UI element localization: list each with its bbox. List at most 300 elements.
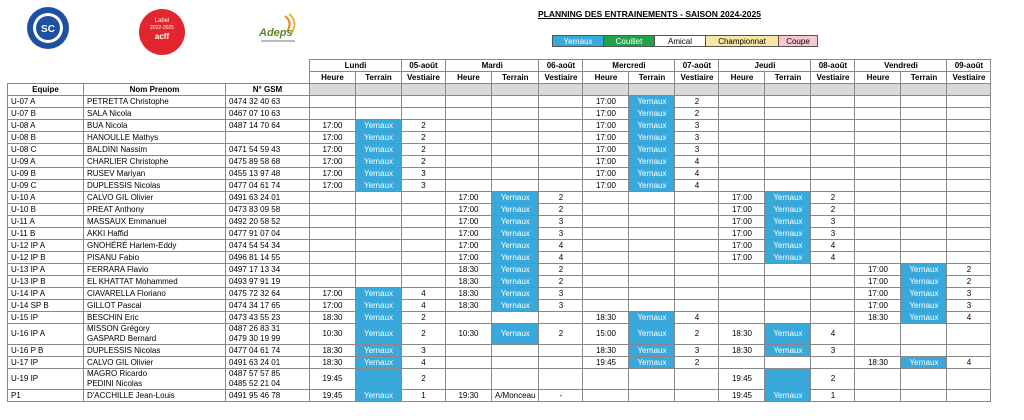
gsm-cell: 0473 83 09 58	[226, 204, 310, 216]
subheader-vestiaire: Vestiaire	[539, 72, 583, 84]
field-cell: Yernaux	[356, 324, 402, 345]
adeps-logo	[255, 12, 305, 52]
empty-cell	[855, 168, 901, 180]
empty-cell	[855, 324, 901, 345]
empty-cell	[855, 216, 901, 228]
empty-cell	[675, 288, 719, 300]
field-cell: Yernaux	[629, 156, 675, 168]
empty-cell	[539, 357, 583, 369]
gsm-cell: 0474 54 54 34	[226, 240, 310, 252]
locker-cell: 4	[402, 300, 446, 312]
empty-cell	[539, 108, 583, 120]
field-cell: Yernaux	[356, 156, 402, 168]
empty-cell	[675, 216, 719, 228]
subheader-terrain: Terrain	[765, 72, 811, 84]
empty-cell	[947, 192, 991, 204]
empty-cell	[719, 132, 765, 144]
time-cell: 17:00	[583, 144, 629, 156]
time-cell: 17:00	[310, 180, 356, 192]
empty-cell	[901, 180, 947, 192]
empty-cell	[675, 228, 719, 240]
time-cell: 18:30	[446, 288, 492, 300]
empty-cell	[310, 240, 356, 252]
subheader-vestiaire: Vestiaire	[947, 72, 991, 84]
empty-cell	[583, 369, 629, 390]
locker-cell: 4	[947, 357, 991, 369]
locker-cell: 4	[675, 156, 719, 168]
empty-cell	[855, 240, 901, 252]
empty-cell	[402, 252, 446, 264]
empty-cell	[310, 108, 356, 120]
field-cell: Yernaux	[356, 144, 402, 156]
empty-cell	[446, 108, 492, 120]
locker-cell: 2	[947, 276, 991, 288]
field-cell: Yernaux	[492, 216, 539, 228]
empty-cell	[629, 276, 675, 288]
team-cell: U-14 SP B	[8, 300, 84, 312]
team-cell: U-09 A	[8, 156, 84, 168]
empty-cell	[629, 240, 675, 252]
empty-cell	[629, 264, 675, 276]
empty-cell	[446, 312, 492, 324]
gsm-cell: 0496 81 14 55	[226, 252, 310, 264]
locker-cell: 3	[947, 288, 991, 300]
field-cell: Yernaux	[901, 312, 947, 324]
svg-text:2022-2025: 2022-2025	[150, 25, 174, 31]
empty-cell	[402, 276, 446, 288]
empty-cell	[901, 240, 947, 252]
gsm-cell: 0455 13 97 48	[226, 168, 310, 180]
time-cell: 17:00	[446, 252, 492, 264]
empty-cell	[446, 369, 492, 390]
gsm-cell: 0492 20 58 52	[226, 216, 310, 228]
time-cell: 17:00	[446, 228, 492, 240]
empty-cell	[901, 168, 947, 180]
field-cell: Yernaux	[492, 192, 539, 204]
empty-cell	[539, 156, 583, 168]
field-cell: Yernaux	[629, 324, 675, 345]
table-cell	[8, 72, 84, 84]
time-cell: 10:30	[446, 324, 492, 345]
team-cell: U-12 IP A	[8, 240, 84, 252]
subheader-heure: Heure	[719, 72, 765, 84]
team-cell: U-08 A	[8, 120, 84, 132]
time-cell: 17:00	[583, 108, 629, 120]
locker-cell: 1	[811, 390, 855, 402]
empty-cell	[765, 312, 811, 324]
locker-cell: 2	[402, 156, 446, 168]
time-cell: 17:00	[583, 120, 629, 132]
name-cell: CALVO GIL Olivier	[84, 357, 226, 369]
empty-cell	[492, 132, 539, 144]
empty-cell	[492, 108, 539, 120]
time-cell: 18:30	[310, 345, 356, 357]
name-cell: MAGRO Ricardo PEDINI Nicolas	[84, 369, 226, 390]
locker-cell: 2	[402, 120, 446, 132]
locker-cell: 2	[811, 204, 855, 216]
locker-cell: 3	[675, 144, 719, 156]
header-filler	[765, 84, 811, 96]
time-cell: 17:00	[719, 228, 765, 240]
gsm-cell: 0487 26 83 31 0479 30 19 99	[226, 324, 310, 345]
table-row	[8, 120, 991, 132]
empty-cell	[675, 192, 719, 204]
table-row	[8, 357, 991, 369]
empty-cell	[629, 252, 675, 264]
locker-cell: 3	[539, 228, 583, 240]
field-cell: Yernaux	[629, 312, 675, 324]
empty-cell	[310, 96, 356, 108]
table-cell	[8, 60, 84, 72]
field-cell: Yernaux	[356, 288, 402, 300]
empty-cell	[492, 357, 539, 369]
locker-cell: 4	[539, 252, 583, 264]
time-cell: 17:00	[855, 276, 901, 288]
locker-cell: 3	[811, 228, 855, 240]
subheader-vestiaire: Vestiaire	[811, 72, 855, 84]
field-cell: Yernaux	[356, 345, 402, 357]
empty-cell	[855, 192, 901, 204]
name-cell: AKKI Haffid	[84, 228, 226, 240]
empty-cell	[947, 390, 991, 402]
gsm-cell: 0475 89 58 68	[226, 156, 310, 168]
table-row	[8, 108, 991, 120]
gsm-cell: 0491 63 24 01	[226, 357, 310, 369]
locker-cell: 2	[675, 96, 719, 108]
locker-cell: 2	[402, 132, 446, 144]
name-cell: MISSON Grégory GASPARD Bernard	[84, 324, 226, 345]
day-header: Vendredi	[855, 60, 947, 72]
team-cell: U-08 B	[8, 132, 84, 144]
empty-cell	[539, 96, 583, 108]
time-cell: 17:00	[446, 204, 492, 216]
empty-cell	[310, 276, 356, 288]
empty-cell	[356, 192, 402, 204]
empty-cell	[855, 204, 901, 216]
locker-cell: 2	[539, 276, 583, 288]
empty-cell	[947, 168, 991, 180]
empty-cell	[765, 264, 811, 276]
empty-cell	[901, 108, 947, 120]
locker-cell: 2	[811, 369, 855, 390]
empty-cell	[765, 156, 811, 168]
empty-cell	[402, 108, 446, 120]
field-cell: A/Monceau	[492, 390, 539, 402]
team-cell: U-10 B	[8, 204, 84, 216]
gsm-cell: 0473 43 55 23	[226, 312, 310, 324]
empty-cell	[947, 204, 991, 216]
time-cell: 19:45	[310, 390, 356, 402]
empty-cell	[539, 144, 583, 156]
svg-text:acff: acff	[154, 32, 170, 41]
gsm-cell: 0474 32 40 63	[226, 96, 310, 108]
team-cell: U-09 B	[8, 168, 84, 180]
locker-cell: 4	[811, 252, 855, 264]
empty-cell	[629, 300, 675, 312]
field-cell: Yernaux	[901, 276, 947, 288]
time-cell: 17:00	[310, 168, 356, 180]
team-cell: U-08 C	[8, 144, 84, 156]
time-cell: 17:00	[310, 144, 356, 156]
empty-cell	[675, 240, 719, 252]
subheader-terrain: Terrain	[492, 72, 539, 84]
field-cell	[765, 369, 811, 390]
empty-cell	[310, 192, 356, 204]
empty-cell	[492, 168, 539, 180]
locker-cell: 2	[539, 204, 583, 216]
empty-cell	[583, 390, 629, 402]
time-cell: 19:45	[719, 369, 765, 390]
empty-cell	[765, 96, 811, 108]
field-cell: Yernaux	[765, 228, 811, 240]
time-cell: 18:30	[446, 300, 492, 312]
empty-cell	[356, 204, 402, 216]
empty-cell	[947, 120, 991, 132]
gsm-cell: 0474 34 17 65	[226, 300, 310, 312]
legend	[552, 35, 817, 47]
empty-cell	[947, 156, 991, 168]
empty-cell	[719, 156, 765, 168]
table-cell	[226, 72, 310, 84]
time-cell: 17:00	[310, 156, 356, 168]
field-cell: Yernaux	[765, 324, 811, 345]
day-header: Lundi	[310, 60, 402, 72]
empty-cell	[811, 156, 855, 168]
empty-cell	[539, 345, 583, 357]
locker-cell: 3	[811, 216, 855, 228]
time-cell: 17:00	[583, 156, 629, 168]
field-cell	[356, 369, 402, 390]
empty-cell	[446, 144, 492, 156]
empty-cell	[583, 288, 629, 300]
empty-cell	[901, 144, 947, 156]
time-cell: 10:30	[310, 324, 356, 345]
field-cell: Yernaux	[356, 120, 402, 132]
empty-cell	[446, 357, 492, 369]
name-cell: CALVO GIL Olivier	[84, 192, 226, 204]
team-cell: U-11 A	[8, 216, 84, 228]
locker-cell: 4	[947, 312, 991, 324]
gsm-cell: 0491 95 46 78	[226, 390, 310, 402]
time-cell: 18:30	[310, 357, 356, 369]
time-cell: 17:00	[446, 216, 492, 228]
subheader-terrain: Terrain	[356, 72, 402, 84]
locker-cell: 3	[402, 168, 446, 180]
locker-cell: 3	[539, 288, 583, 300]
legend-item-coupe: Coupe	[778, 35, 818, 47]
field-cell: Yernaux	[901, 264, 947, 276]
subheader-heure: Heure	[446, 72, 492, 84]
team-cell: U-09 C	[8, 180, 84, 192]
team-cell: U-19 IP	[8, 369, 84, 390]
empty-cell	[719, 180, 765, 192]
empty-cell	[719, 288, 765, 300]
name-cell: RUSEV Mariyan	[84, 168, 226, 180]
table-row	[8, 144, 991, 156]
locker-cell: 2	[539, 192, 583, 204]
name-cell: GNOHÉRÉ Harlem-Eddy	[84, 240, 226, 252]
table-row	[8, 204, 991, 216]
empty-cell	[855, 108, 901, 120]
empty-cell	[629, 216, 675, 228]
legend-item-yernaux: Yernaux	[552, 35, 604, 47]
header-filler	[492, 84, 539, 96]
schedule-table	[7, 59, 991, 402]
empty-cell	[811, 276, 855, 288]
empty-cell	[719, 96, 765, 108]
team-cell: U-14 IP A	[8, 288, 84, 300]
empty-cell	[901, 96, 947, 108]
name-cell: PETRETTA Christophe	[84, 96, 226, 108]
empty-cell	[947, 252, 991, 264]
field-cell: Yernaux	[356, 168, 402, 180]
header-filler	[811, 84, 855, 96]
empty-cell	[310, 264, 356, 276]
empty-cell	[719, 120, 765, 132]
field-cell: Yernaux	[492, 240, 539, 252]
field-cell: Yernaux	[356, 300, 402, 312]
field-cell: Yernaux	[629, 357, 675, 369]
empty-cell	[719, 276, 765, 288]
subheader-terrain: Terrain	[901, 72, 947, 84]
locker-cell: 2	[402, 369, 446, 390]
empty-cell	[855, 390, 901, 402]
time-cell: 18:30	[719, 324, 765, 345]
time-cell: 18:30	[855, 357, 901, 369]
column-header-equipe: Equipe	[8, 84, 84, 96]
field-cell: Yernaux	[765, 204, 811, 216]
empty-cell	[356, 108, 402, 120]
table-row	[8, 240, 991, 252]
date-header: 09-août	[947, 60, 991, 72]
empty-cell	[811, 120, 855, 132]
table-cell	[226, 60, 310, 72]
field-cell: Yernaux	[356, 312, 402, 324]
empty-cell	[539, 120, 583, 132]
team-cell: U-16 P B	[8, 345, 84, 357]
name-cell: PISANU Fabio	[84, 252, 226, 264]
name-cell: GILLOT Pascal	[84, 300, 226, 312]
table-row	[8, 132, 991, 144]
table-row	[8, 312, 991, 324]
empty-cell	[901, 132, 947, 144]
svg-text:SC: SC	[41, 24, 55, 35]
field-cell: Yernaux	[765, 216, 811, 228]
empty-cell	[402, 192, 446, 204]
empty-cell	[811, 288, 855, 300]
empty-cell	[855, 96, 901, 108]
empty-cell	[901, 324, 947, 345]
locker-cell: 3	[402, 345, 446, 357]
table-row	[8, 300, 991, 312]
team-cell: U-16 IP A	[8, 324, 84, 345]
field-cell: Yernaux	[492, 300, 539, 312]
table-row	[8, 180, 991, 192]
empty-cell	[492, 96, 539, 108]
field-cell: Yernaux	[492, 324, 539, 345]
empty-cell	[811, 168, 855, 180]
locker-cell: 3	[811, 345, 855, 357]
empty-cell	[356, 240, 402, 252]
empty-cell	[675, 276, 719, 288]
gsm-cell: 0493 97 91 19	[226, 276, 310, 288]
empty-cell	[356, 264, 402, 276]
time-cell: 19:45	[583, 357, 629, 369]
field-cell: Yernaux	[492, 228, 539, 240]
header-filler	[446, 84, 492, 96]
locker-cell: 2	[402, 324, 446, 345]
empty-cell	[492, 144, 539, 156]
empty-cell	[947, 180, 991, 192]
table-row	[8, 288, 991, 300]
table-row	[8, 216, 991, 228]
field-cell: Yernaux	[492, 276, 539, 288]
empty-cell	[402, 228, 446, 240]
time-cell: 17:00	[719, 240, 765, 252]
header-filler	[855, 84, 901, 96]
team-cell: U-15 IP	[8, 312, 84, 324]
empty-cell	[675, 264, 719, 276]
locker-cell: 2	[811, 192, 855, 204]
header-filler	[947, 84, 991, 96]
field-cell: Yernaux	[356, 132, 402, 144]
name-cell: D'ACCHILLE Jean-Louis	[84, 390, 226, 402]
name-cell: EL KHATTAT Mohammed	[84, 276, 226, 288]
empty-cell	[402, 216, 446, 228]
locker-cell: 4	[675, 312, 719, 324]
team-cell: U-17 IP	[8, 357, 84, 369]
locker-cell: 2	[539, 324, 583, 345]
empty-cell	[765, 357, 811, 369]
empty-cell	[539, 312, 583, 324]
gsm-cell: 0477 91 07 04	[226, 228, 310, 240]
empty-cell	[901, 120, 947, 132]
empty-cell	[719, 312, 765, 324]
gsm-cell: 0491 63 24 01	[226, 192, 310, 204]
locker-cell: 2	[402, 312, 446, 324]
empty-cell	[629, 390, 675, 402]
date-header: 06-août	[539, 60, 583, 72]
locker-cell: 4	[811, 240, 855, 252]
locker-cell: 4	[402, 288, 446, 300]
page-title: PLANNING DES ENTRAINEMENTS - SAISON 2024-2025	[538, 9, 761, 19]
name-cell: MASSAUX Emmanuel	[84, 216, 226, 228]
empty-cell	[356, 252, 402, 264]
empty-cell	[675, 369, 719, 390]
empty-cell	[446, 132, 492, 144]
empty-cell	[811, 357, 855, 369]
empty-cell	[675, 300, 719, 312]
header-filler	[539, 84, 583, 96]
empty-cell	[629, 228, 675, 240]
subheader-vestiaire: Vestiaire	[675, 72, 719, 84]
time-cell: 17:00	[446, 240, 492, 252]
empty-cell	[446, 120, 492, 132]
time-cell: 18:30	[310, 312, 356, 324]
date-header: 07-août	[675, 60, 719, 72]
gsm-cell: 0471 54 59 43	[226, 144, 310, 156]
locker-cell: 2	[539, 264, 583, 276]
field-cell: Yernaux	[356, 180, 402, 192]
empty-cell	[539, 180, 583, 192]
table-row	[8, 156, 991, 168]
header-filler	[402, 84, 446, 96]
header-filler	[310, 84, 356, 96]
name-cell: FERRARA Flavio	[84, 264, 226, 276]
locker-cell: 3	[947, 300, 991, 312]
field-cell: Yernaux	[765, 192, 811, 204]
subheader-terrain: Terrain	[629, 72, 675, 84]
